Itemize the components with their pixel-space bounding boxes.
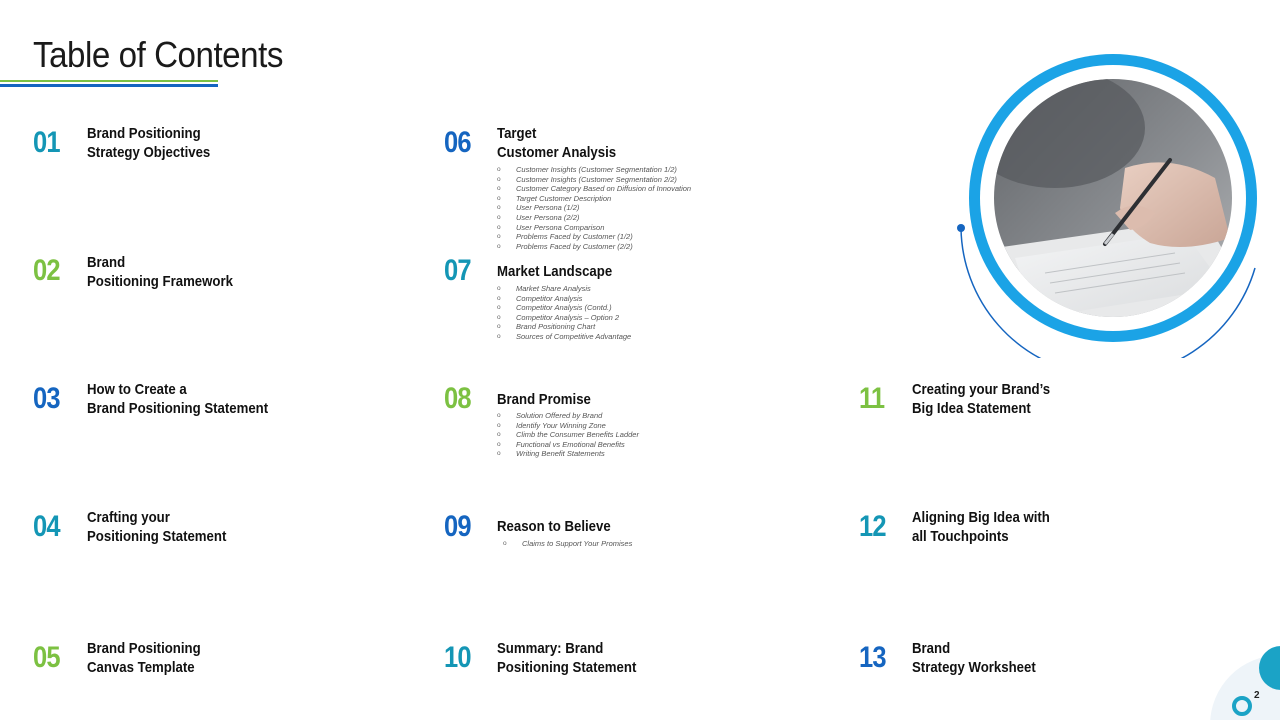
section-title: Brand Promise <box>497 391 591 408</box>
subsection-item[interactable]: o Competitor Analysis (Contd.) <box>497 303 631 313</box>
section-number: 03 <box>33 382 60 415</box>
subsection-item[interactable]: o Competitor Analysis – Option 2 <box>497 313 631 323</box>
section-title: Market Landscape <box>497 263 613 280</box>
section-number: 07 <box>444 254 471 287</box>
subsection-list <box>497 411 639 459</box>
section-title: Target Customer Analysis <box>497 125 617 161</box>
subsection-item[interactable]: o User Persona (2/2) <box>497 213 691 223</box>
section-number: 09 <box>444 510 471 543</box>
page-title: Table of Contents <box>33 34 283 75</box>
subsection-item[interactable]: o Identify Your Winning Zone <box>497 421 639 431</box>
subsection-item[interactable]: o Customer Category Based on Diffusion of Innovation <box>497 184 691 194</box>
section-title: Brand Positioning Framework <box>87 254 233 290</box>
section-number: 10 <box>444 641 471 674</box>
corner-ring-icon <box>1232 696 1252 716</box>
subsection-item[interactable]: o Customer Insights (Customer Segmentation 1/2) <box>497 165 691 175</box>
subsection-item[interactable]: o Claims to Support Your Promises <box>503 539 632 549</box>
section-title: Brand Strategy Worksheet <box>912 640 1036 676</box>
subsection-list <box>497 165 691 251</box>
subsection-item[interactable]: o User Persona (1/2) <box>497 203 691 213</box>
subsection-item[interactable]: o Sources of Competitive Advantage <box>497 332 631 342</box>
subsection-item[interactable]: o Climb the Consumer Benefits Ladder <box>497 430 639 440</box>
section-number: 06 <box>444 126 471 159</box>
section-number: 11 <box>859 382 885 415</box>
section-number: 13 <box>859 641 886 674</box>
subsection-item[interactable]: o Problems Faced by Customer (2/2) <box>497 242 691 252</box>
title-underline-blue <box>0 84 218 87</box>
section-title: Brand Positioning Canvas Template <box>87 640 201 676</box>
subsection-item[interactable]: o User Persona Comparison <box>497 223 691 233</box>
subsection-item[interactable]: o Problems Faced by Customer (1/2) <box>497 232 691 242</box>
section-title: Brand Positioning Strategy Objectives <box>87 125 211 161</box>
section-title: Aligning Big Idea with all Touchpoints <box>912 509 1050 545</box>
section-title: Creating your Brand’s Big Idea Statement <box>912 381 1051 417</box>
title-underline-green <box>0 80 218 82</box>
section-number: 02 <box>33 254 60 287</box>
subsection-item[interactable]: o Solution Offered by Brand <box>497 411 639 421</box>
section-title: Crafting your Positioning Statement <box>87 509 227 545</box>
hero-photo <box>955 48 1265 358</box>
subsection-list <box>497 284 631 342</box>
writing-hand-photo <box>955 48 1265 358</box>
subsection-item[interactable]: o Target Customer Description <box>497 194 691 204</box>
section-number: 08 <box>444 382 471 415</box>
subsection-item[interactable]: o Competitor Analysis <box>497 294 631 304</box>
section-title: Reason to Believe <box>497 518 611 535</box>
section-title: Summary: Brand Positioning Statement <box>497 640 637 676</box>
page-number: 2 <box>1254 690 1260 701</box>
section-number: 12 <box>859 510 886 543</box>
subsection-item[interactable]: o Brand Positioning Chart <box>497 322 631 332</box>
subsection-item[interactable]: o Functional vs Emotional Benefits <box>497 440 639 450</box>
section-number: 05 <box>33 641 60 674</box>
section-number: 04 <box>33 510 60 543</box>
subsection-item[interactable]: o Writing Benefit Statements <box>497 449 639 459</box>
subsection-item[interactable]: o Customer Insights (Customer Segmentation 2/2) <box>497 175 691 185</box>
subsection-list <box>503 539 632 549</box>
section-number: 01 <box>33 126 60 159</box>
subsection-item[interactable]: o Market Share Analysis <box>497 284 631 294</box>
section-title: How to Create a Brand Positioning Statement <box>87 381 269 417</box>
